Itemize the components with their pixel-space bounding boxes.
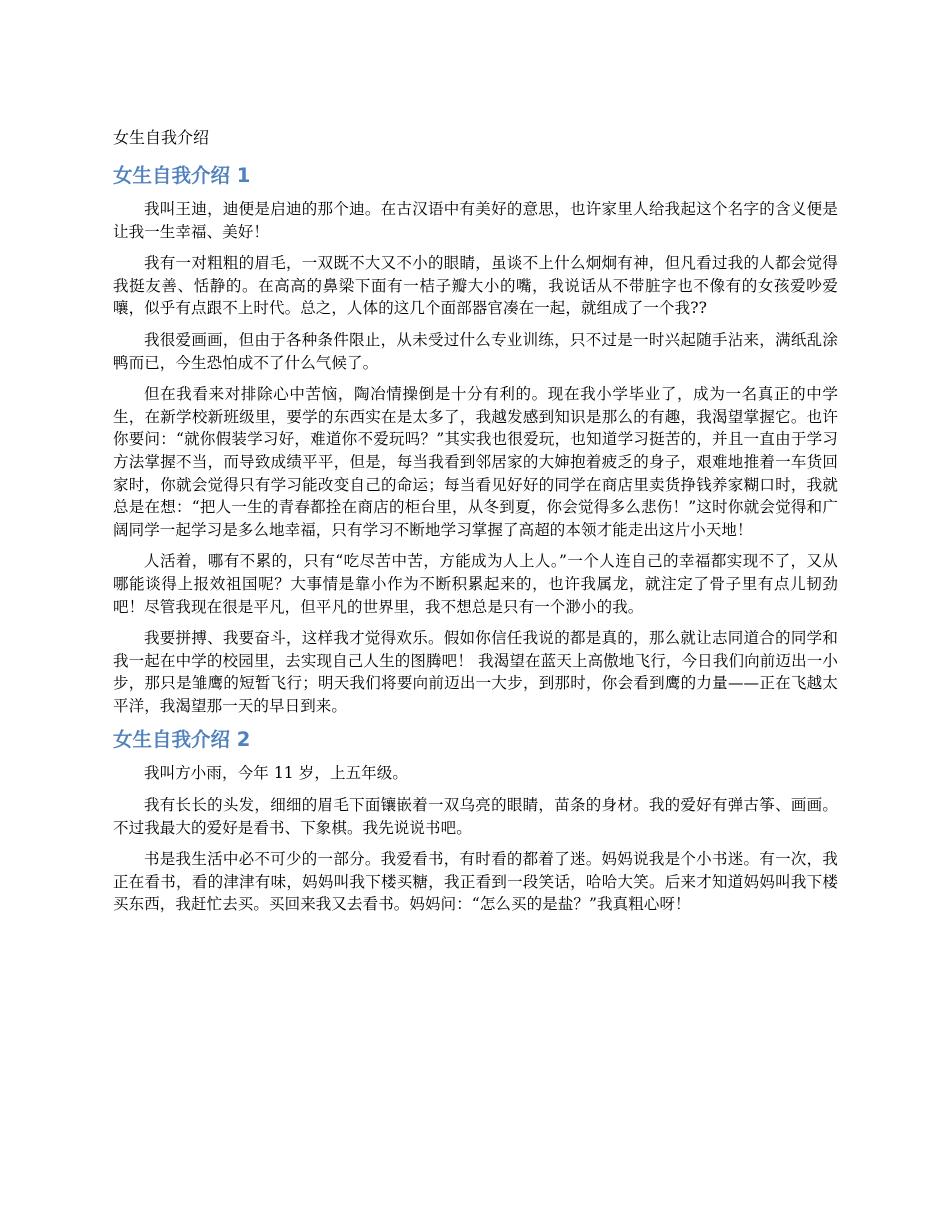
paragraph: 我有长长的头发，细细的眉毛下面镶嵌着一双乌亮的眼睛，苗条的身材。我的爱好有弹古筝、画画。不过我最大的爱好是看书、下象棋。我先说说书吧。 (113, 796, 838, 837)
paragraph: 人活着，哪有不累的，只有“吃尽苦中苦，方能成为人上人。”一个人连自己的幸福都实现不了，又从哪能谈得上报效祖国呢？大事情是靠小作为不断积累起来的，也许我属龙，就注定了骨子里有点儿韧劲吧！尽管我现在很是平凡，但平凡的世界里，我不想总是只有一个渺小的我。 (113, 552, 838, 616)
paragraph: 我很爱画画，但由于各种条件限止，从未受过什么专业训练，只不过是一时兴起随手沾来，满纸乱涂鸭而已，今生恐怕成不了什么气候了。 (113, 330, 838, 372)
section-2 (113, 726, 838, 916)
document-title: 女生自我介绍 (113, 128, 210, 147)
paragraph: 我叫王迪，迪便是启迪的那个迪。在古汉语中有美好的意思，也许家里人给我起这个名字的含义便是让我一生幸福、美好！ (113, 200, 838, 241)
paragraph: 我叫方小雨，今年 11 岁，上五年级。 (144, 764, 408, 783)
paragraph: 但在我看来对排除心中苦恼，陶冶情操倒是十分有利的。现在我小学毕业了，成为一名真正的中学生，在新学校新班级里，要学的东西实在是太多了，我越发感到知识是那么的有趣，我渴望掌握它。也许你要问：“就你假装学习好，难道你不爱玩吗？”其实我也很爱玩，也知道学习挺苦的，并且一直由于学习方法掌握不当，而导致成绩平平，但是，每当我看到邻居家的大婶抱着疲乏的身子，艰难地推着一车货回家时，你就会觉得只有学习能改变自己的命运；每当看见好好的同学在商店里卖货挣钱养家糊口时，我就总是在想：“把人一生的青春都拴在商店的柜台里，从冬到夏，你会觉得多么悲伤！”这时你就会觉得和广阔同学一起学习是多么地幸福，只有学习不断地学习掌握了高超的本领才能走出这片小天地！ (113, 385, 838, 539)
paragraph: 我要拼搏、我要奋斗，这样我才觉得欢乐。假如你信任我说的都是真的，那么就让志同道合的同学和我一起在中学的校园里，去实现自己人生的图腾吧！ 我渴望在蓝天上高傲地飞行，今日我们向前迈出一小步，那只是雏鹰的短暂飞行；明天我们将要向前迈出一大步，到那时，你会看到鹰的力量——正在飞越太平洋，我渴望那一天的早日到来。 (113, 629, 838, 715)
paragraph: 书是我生活中必不可少的一部分。我爱看书，有时看的都着了迷。妈妈说我是个小书迷。有一次，我正在看书，看的津津有味，妈妈叫我下楼买糖，我正看到一段笑话，哈哈大笑。后来才知道妈妈叫我下楼买东西，我赶忙去买。买回来我又去看书。妈妈问：“怎么买的是盐？”我真粗心呀！ (113, 850, 838, 914)
paragraph: 我有一对粗粗的眉毛，一双既不大又不小的眼睛，虽谈不上什么炯炯有神，但凡看过我的人都会觉得我挺友善、恬静的。在高高的鼻梁下面有一桔子瓣大小的嘴，我说话从不带脏字也不像有的女孩爱吵爱嚷，似乎有点跟不上时代。总之，人体的这几个面部器官凑在一起，就组成了一个我?? (113, 254, 838, 318)
section-heading: 女生自我介绍 2 (113, 728, 251, 752)
section-heading: 女生自我介绍 1 (113, 164, 251, 187)
section-1 (113, 162, 838, 717)
